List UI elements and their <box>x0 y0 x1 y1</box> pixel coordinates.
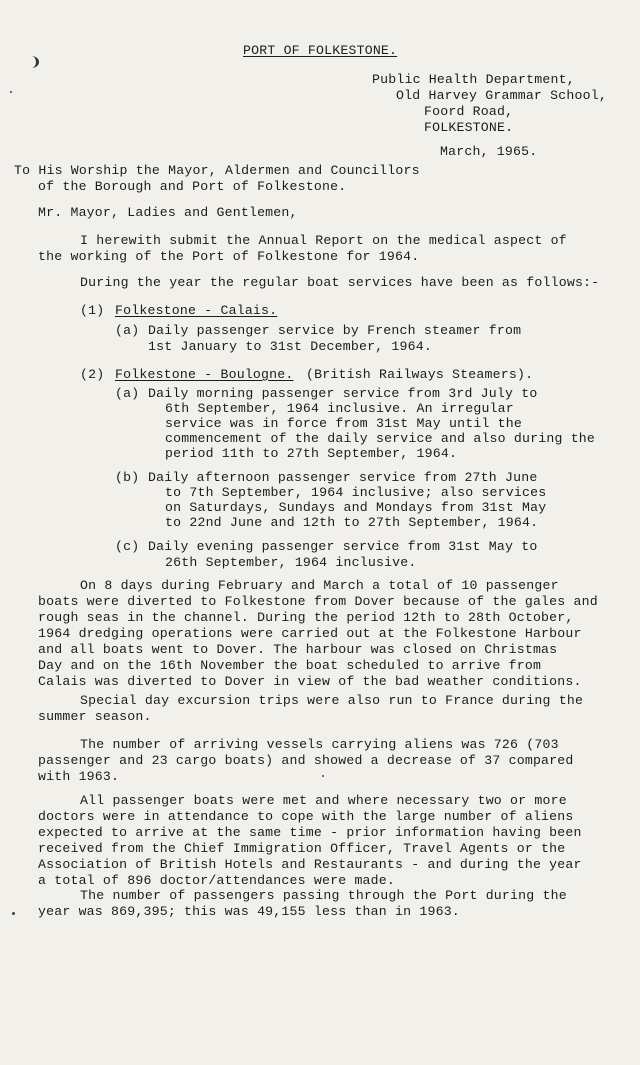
route-2-number: (2) <box>80 367 105 382</box>
scan-speck <box>12 912 15 915</box>
doctors-line-4: received from the Chief Immigration Officer, Travel Agents or the <box>38 841 566 856</box>
route-2-b-line-2: to 7th September, 1964 inclusive; also services <box>165 485 547 500</box>
route-1-a-line-2: 1st January to 31st December, 1964. <box>148 339 432 354</box>
route-2-c-label: (c) <box>115 539 140 554</box>
excursions-line-2: summer season. <box>38 709 152 724</box>
route-2-c-line-1: Daily evening passenger service from 31st May to <box>148 539 538 554</box>
address-line-3: Foord Road, <box>424 104 514 119</box>
route-2-a-line-2: 6th September, 1964 inclusive. An irregular <box>165 401 514 416</box>
diversions-line-5: and all boats went to Dover. The harbour was closed on Christmas <box>38 642 558 657</box>
route-1-a-label: (a) <box>115 323 140 338</box>
address-line-1: Public Health Department, <box>372 72 575 87</box>
route-2-b-label: (b) <box>115 470 140 485</box>
intro-line-1: I herewith submit the Annual Report on the medical aspect of <box>80 233 567 248</box>
route-2-b-line-4: to 22nd June and 12th to 27th September, 1964. <box>165 515 539 530</box>
letter-date: March, 1965. <box>440 144 538 159</box>
passengers-line-1: The number of passengers passing through the Port during the <box>80 888 567 903</box>
route-2-name: Folkestone - Boulogne. <box>115 367 294 382</box>
diversions-line-4: 1964 dredging operations were carried out at the Folkestone Harbour <box>38 626 582 641</box>
document-heading: PORT OF FOLKESTONE. <box>243 43 398 58</box>
aliens-line-2: passenger and 23 cargo boats) and showed a decrease of 37 compared <box>38 753 574 768</box>
punch-hole-mark <box>24 56 39 68</box>
route-2-b-line-1: Daily afternoon passenger service from 27th June <box>148 470 538 485</box>
diversions-line-6: Day and on the 16th November the boat scheduled to arrive from <box>38 658 542 673</box>
route-2-a-label: (a) <box>115 386 140 401</box>
doctors-line-6: a total of 896 doctor/attendances were made. <box>38 873 396 888</box>
address-line-4: FOLKESTONE. <box>424 120 514 135</box>
diversions-line-1: On 8 days during February and March a total of 10 passenger <box>80 578 559 593</box>
addressee-line-2: of the Borough and Port of Folkestone. <box>38 179 347 194</box>
salutation: Mr. Mayor, Ladies and Gentlemen, <box>38 205 298 220</box>
diversions-line-7: Calais was diverted to Dover in view of the bad weather conditions. <box>38 674 582 689</box>
doctors-line-1: All passenger boats were met and where necessary two or more <box>80 793 567 808</box>
doctors-line-5: Association of British Hotels and Restaurants - and during the year <box>38 857 582 872</box>
passengers-line-2: year was 869,395; this was 49,155 less than in 1963. <box>38 904 460 919</box>
route-2-a-line-1: Daily morning passenger service from 3rd July to <box>148 386 538 401</box>
aliens-line-3: with 1963. <box>38 769 120 784</box>
scan-speck <box>322 775 324 777</box>
route-2-operator: (British Railways Steamers). <box>306 367 534 382</box>
route-1-a-line-1: Daily passenger service by French steamer from <box>148 323 522 338</box>
route-2-a-line-4: commencement of the daily service and also during the <box>165 431 596 446</box>
diversions-line-2: boats were diverted to Folkestone from Dover because of the gales and <box>38 594 598 609</box>
route-1-number: (1) <box>80 303 105 318</box>
route-2-a-line-3: service was in force from 31st May until the <box>165 416 523 431</box>
route-2-c-line-2: 26th September, 1964 inclusive. <box>165 555 417 570</box>
route-2-b-line-3: on Saturdays, Sundays and Mondays from 31st May <box>165 500 547 515</box>
aliens-line-1: The number of arriving vessels carrying aliens was 726 (703 <box>80 737 559 752</box>
excursions-line-1: Special day excursion trips were also run to France during the <box>80 693 584 708</box>
doctors-line-3: expected to arrive at the same time - prior information having been <box>38 825 582 840</box>
address-line-2: Old Harvey Grammar School, <box>396 88 607 103</box>
intro-line-2: the working of the Port of Folkestone for 1964. <box>38 249 420 264</box>
services-intro: During the year the regular boat services have been as follows:- <box>80 275 600 290</box>
scan-speck <box>10 91 12 93</box>
route-1-name: Folkestone - Calais. <box>115 303 278 318</box>
addressee-line-1: To His Worship the Mayor, Aldermen and Councillors <box>14 163 420 178</box>
doctors-line-2: doctors were in attendance to cope with the large number of aliens <box>38 809 574 824</box>
route-2-a-line-5: period 11th to 27th September, 1964. <box>165 446 458 461</box>
diversions-line-3: rough seas in the channel. During the period 12th to 28th October, <box>38 610 574 625</box>
